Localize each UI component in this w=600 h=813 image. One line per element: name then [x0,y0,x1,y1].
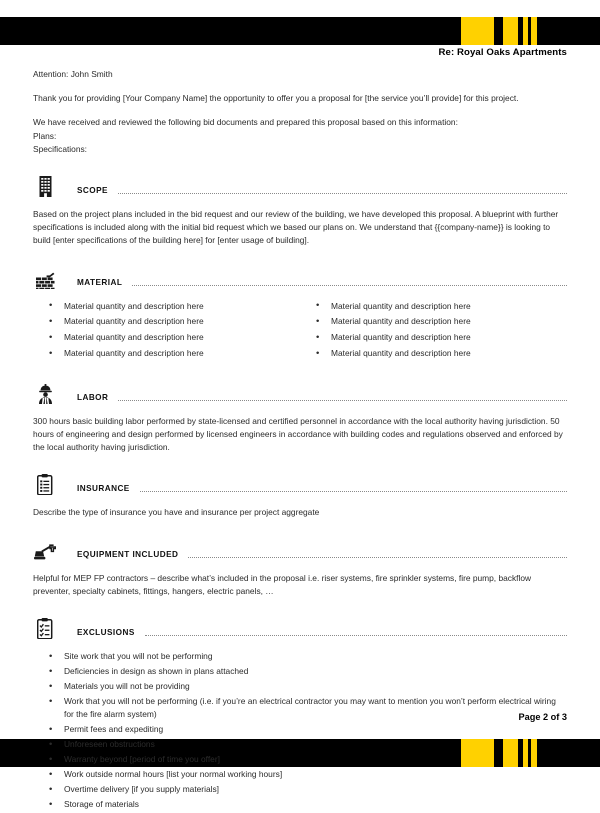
section-header-labor [33,378,567,404]
section-divider [132,284,567,286]
list-item: • Permit fees and expediting [33,723,567,736]
clipboard-lines-icon [33,471,57,495]
page-number: Page 2 of 3 [518,712,567,722]
list-item: • Material quantity and description here [33,347,300,360]
section-header-equipment [33,535,567,561]
section-title-equipment: EQUIPMENT INCLUDED [77,549,179,559]
accent-stripe [531,17,537,45]
attention-line: Attention: John Smith [33,69,113,79]
clipboard-checklist-icon [33,615,57,639]
list-item: • Warranty beyond [period of time you offer] [33,753,567,766]
list-item: • Material quantity and description here [300,300,567,313]
section-header-insurance [33,469,567,495]
plans-label: Plans: [33,130,57,141]
list-item: • Material quantity and description here [33,315,300,328]
section-header-material [33,263,567,289]
list-item: • Unforeseen obstructions [33,738,567,751]
section-title-labor: LABOR [77,392,109,402]
list-item: • Materials you will not be providing [33,680,567,693]
list-item: • Material quantity and description here [300,331,567,344]
list-item: • Material quantity and description here [33,331,300,344]
section-divider [118,192,567,194]
scope-body: Based on the project plans included in the bid request and our review of the building, we have developed this proposal. A blueprint with further specifications is included along with the initial bid request which we based our plans on. We understand that {{company-name}} is looking to build [enter specifications of the building here] for [enter usage of building]. [33,209,559,246]
list-item: • Material quantity and description here [300,347,567,360]
labor-body: 300 hours basic building labor performed by state-licensed and certified personnel in accordance with the local authority having jurisdiction. 50 hours of engineering and design performed by licensed engineers in accordance with building codes and regulations observed and enforced by the local authority having jurisdiction. [33,415,563,453]
accent-stripe [503,17,518,45]
equipment-body: Helpful for MEP FP contractors – describe what’s included in the proposal i.e. riser systems, fire sprinkler systems, fire pump, backflow preventer, specialty cabinets, fittings, hangers, electric panels, … [33,572,532,596]
material-bullets-right [300,300,567,363]
specifications-label: Specifications: [33,143,87,154]
section-title-exclusions: EXCLUSIONS [77,628,135,638]
received-paragraph: We have received and reviewed the following bid documents and prepared this proposal based on this information: [33,117,458,128]
section-header-exclusions [33,613,567,639]
list-item: • Overtime delivery [if you supply materials] [33,783,567,796]
building-icon [33,173,57,197]
document-body [33,47,567,813]
accent-stripe [523,17,528,45]
re-subject-line: Re: Royal Oaks Apartments [438,47,567,58]
list-item: • Storage of materials [33,798,567,811]
header-stripe-bar [0,17,600,45]
section-divider [188,556,567,558]
exclusions-bullets [33,650,567,812]
section-title-scope: SCOPE [77,186,108,196]
excavator-icon [33,537,57,561]
section-divider [118,399,567,401]
list-item: • Work that you will not be performing (i.e. if you’re an electrical contractor you may want to mention you won’t perform electrical wiring for the fire alarm system) [33,695,567,722]
material-bullets [33,300,567,363]
section-divider [140,490,567,492]
list-item: • Deficiencies in design as shown in plans attached [33,665,567,678]
list-item: • Work outside normal hours [list your normal working hours] [33,768,567,781]
section-title-insurance: INSURANCE [77,484,130,494]
section-divider [145,634,567,636]
material-bullets-left [33,300,300,363]
list-item: • Material quantity and description here [300,315,567,328]
section-header-scope [33,171,567,197]
accent-stripe [461,17,494,45]
brick-wall-icon [33,265,57,289]
section-title-material: MATERIAL [77,277,123,287]
list-item: • Site work that you will not be performing [33,650,567,663]
insurance-body: Describe the type of insurance you have and insurance per project aggregate [33,507,320,518]
list-item: • Material quantity and description here [33,300,300,313]
construction-worker-icon [33,380,57,404]
intro-paragraph: Thank you for providing [Your Company Name] the opportunity to offer you a proposal for [the service you’ll provide] for this project. [33,93,519,104]
